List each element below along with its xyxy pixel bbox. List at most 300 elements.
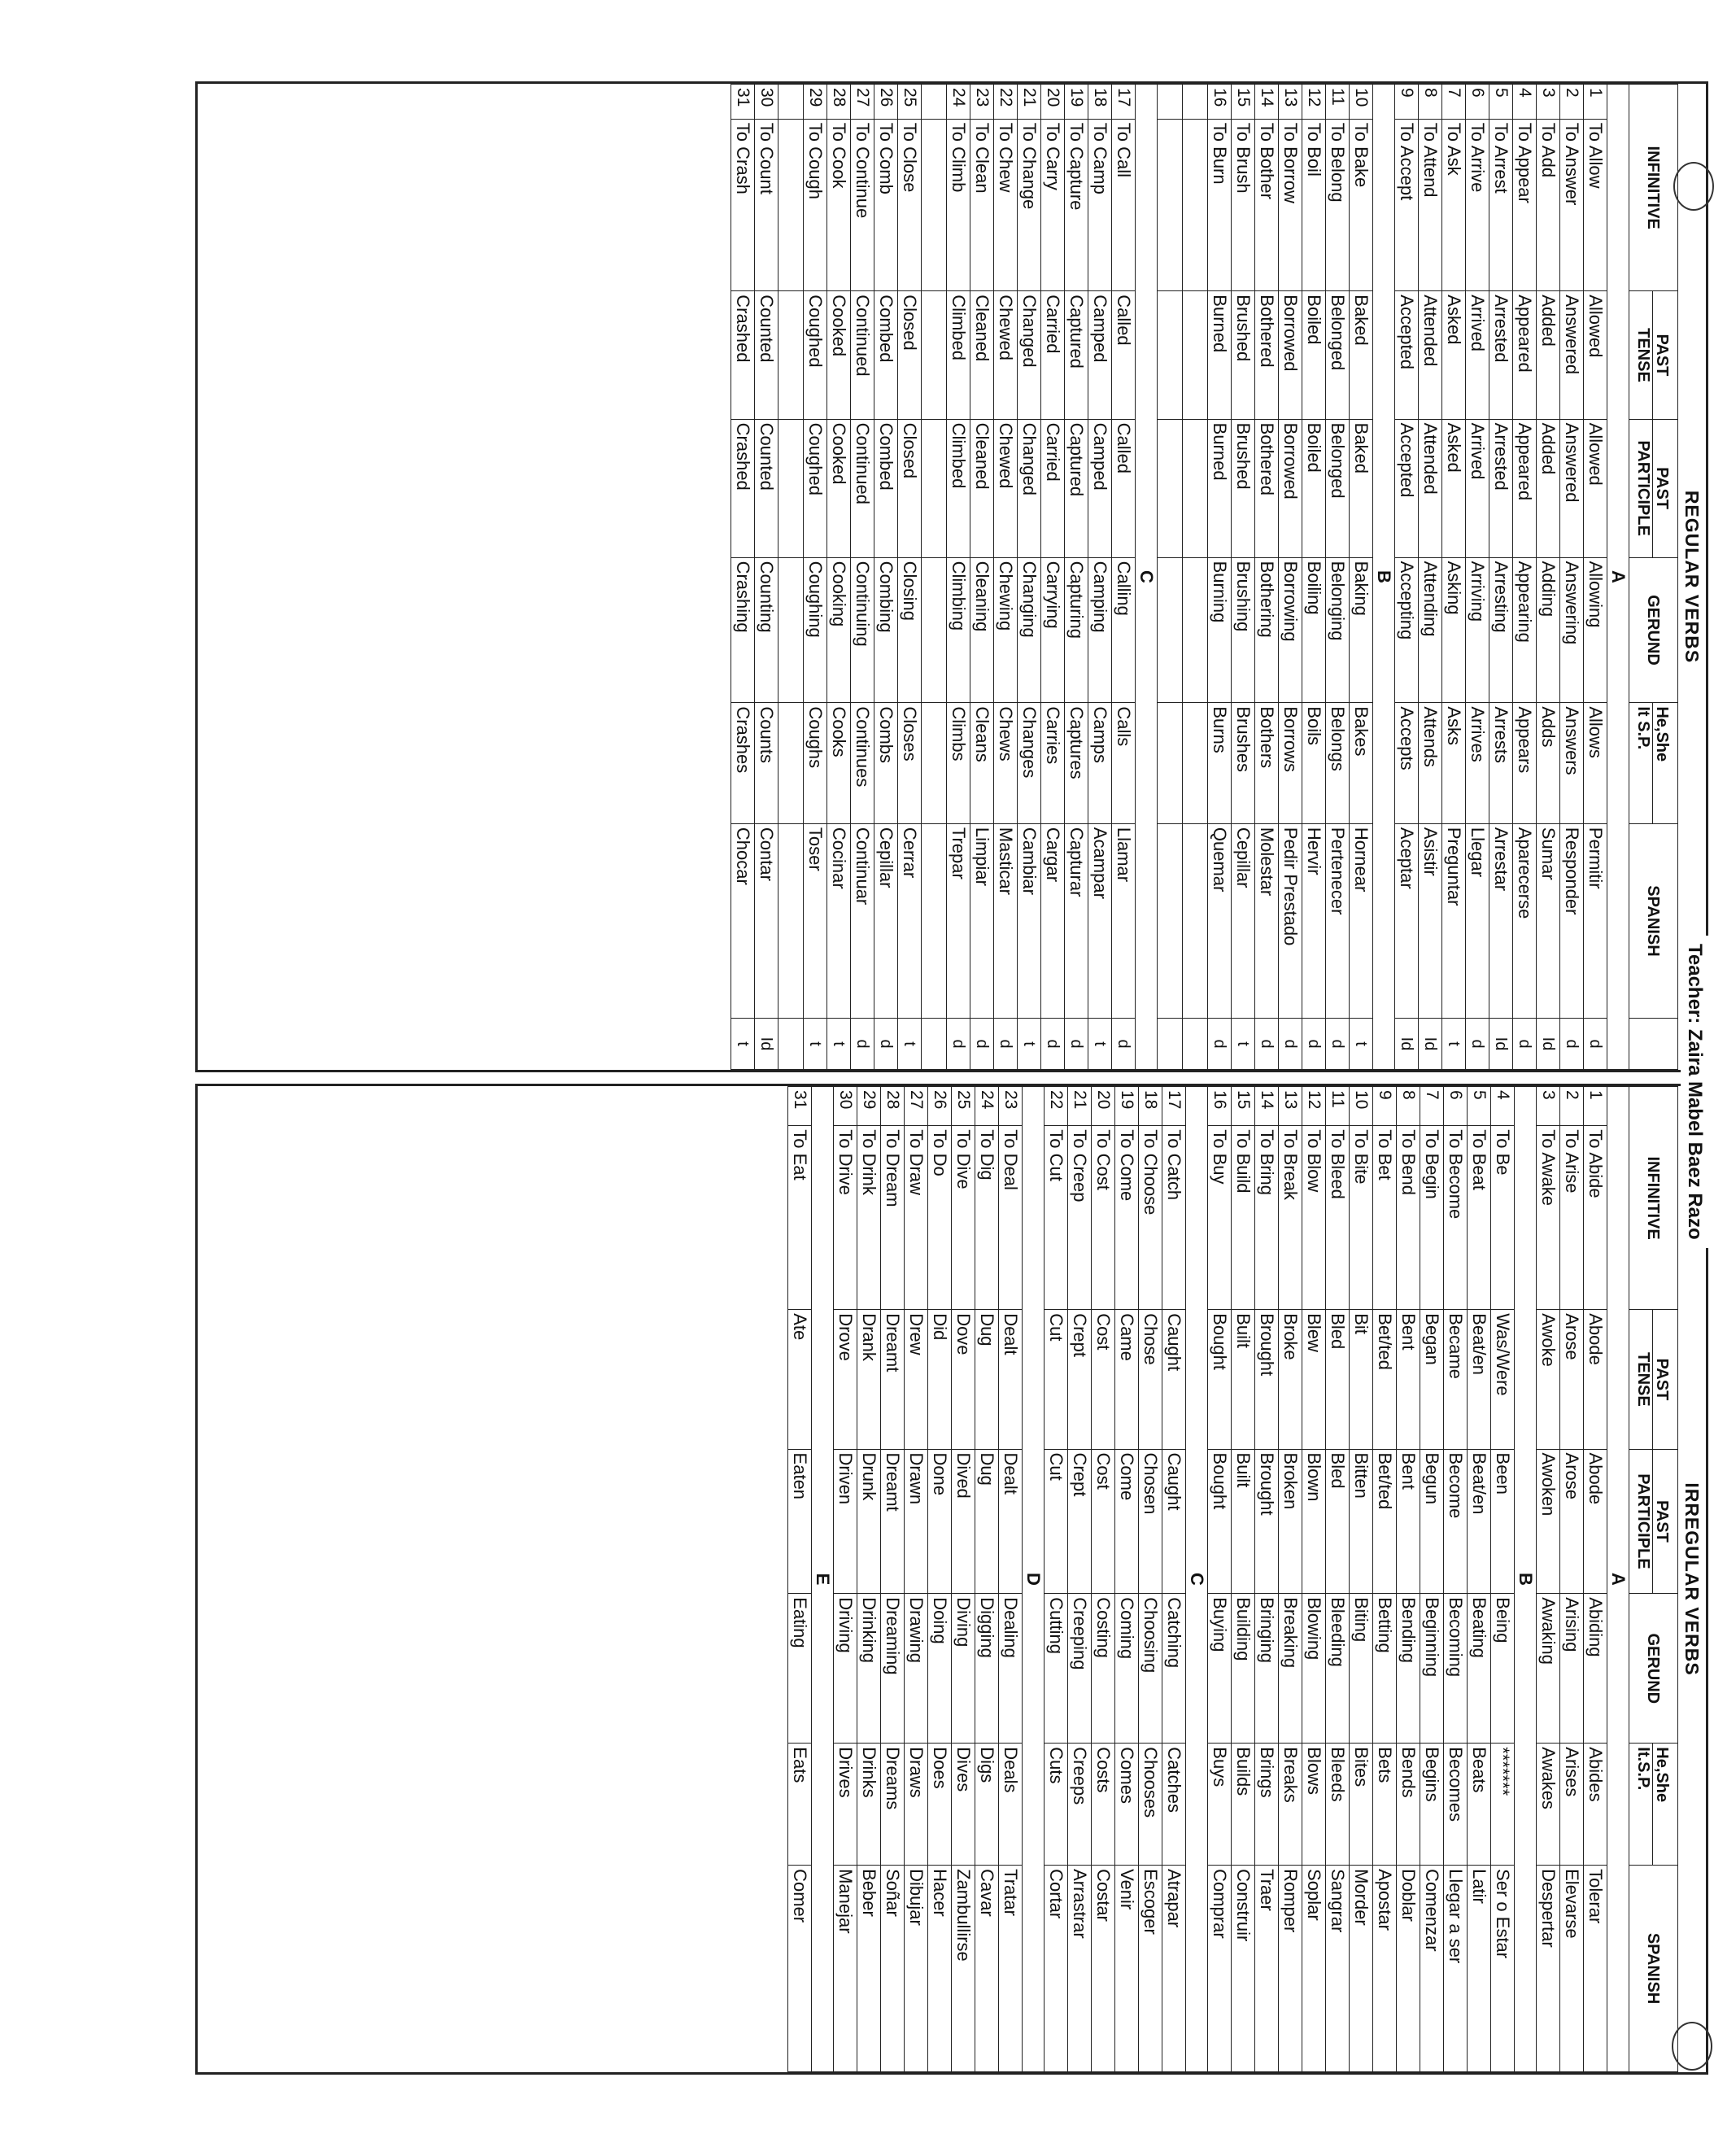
gerund-cell: Brushing (1232, 557, 1255, 703)
infinitive-cell: To Be (1491, 1126, 1515, 1310)
past-tense-cell: Bent (1397, 1310, 1420, 1449)
row-number: 18 (1088, 85, 1112, 120)
gerund-cell: Becoming (1444, 1594, 1468, 1744)
past-participle-cell: Crashed (731, 419, 755, 557)
past-participle-cell: Captured (1065, 419, 1088, 557)
table-row (1139, 1087, 1162, 2072)
table-row (827, 85, 851, 1070)
third-person-cell: Abides (1584, 1744, 1607, 1866)
infinitive-cell: To Cost (1092, 1126, 1115, 1310)
infinitive-cell: To Bring (1255, 1126, 1279, 1310)
table-row (1420, 1087, 1444, 2072)
infinitive-cell: To Bother (1255, 119, 1279, 291)
gerund-cell: Camping (1088, 557, 1112, 703)
past-participle-cell: Continued (851, 419, 874, 557)
third-person-cell: Belongs (1326, 703, 1350, 824)
infinitive-cell: To Become (1444, 1126, 1468, 1310)
row-number: 25 (898, 85, 922, 120)
past-tense-cell: Bit (1350, 1310, 1373, 1449)
row-number: 19 (1115, 1087, 1139, 1126)
spanish-cell: Llamar (1112, 823, 1136, 1018)
past-participle-cell: Attended (1419, 419, 1442, 557)
teacher-name: Teacher: Zaira Mabel Baez Razo (1681, 936, 1708, 1248)
third-person-cell: Beats (1468, 1744, 1491, 1866)
spanish-cell: Cambiar (1018, 823, 1041, 1018)
gerund-cell: Dreaming (881, 1594, 905, 1744)
past-tense-cell: Added (1537, 291, 1560, 419)
past-participle-cell: Blown (1302, 1449, 1326, 1594)
rotated-worksheet-page (195, 81, 1708, 2075)
infinitive-cell: To Do (928, 1126, 952, 1310)
row-number: 10 (1350, 85, 1373, 120)
row-number: 5 (1489, 85, 1513, 120)
table-row (1162, 1087, 1186, 2072)
row-number: 7 (1420, 1087, 1444, 1126)
empty-cell (922, 557, 947, 703)
table-row (1350, 1087, 1373, 2072)
ending-sound-cell: t (898, 1019, 922, 1070)
ending-sound-cell: d (947, 1019, 970, 1070)
past-tense-cell: Attended (1419, 291, 1442, 419)
empty-cell (1183, 419, 1208, 557)
infinitive-cell: To Eat (788, 1126, 812, 1310)
infinitive-cell: To Close (898, 119, 922, 291)
table-row (999, 1087, 1023, 2072)
table-row (1255, 85, 1279, 1070)
section-letter: A (1607, 85, 1629, 1070)
past-tense-cell: Awoke (1537, 1310, 1560, 1449)
ending-sound-cell: d (994, 1019, 1018, 1070)
infinitive-cell: To Begin (1420, 1126, 1444, 1310)
third-person-cell: Accepts (1395, 703, 1419, 824)
spanish-cell: Pedir Prestado (1279, 823, 1302, 1018)
gerund-cell: Accepting (1395, 557, 1419, 703)
row-number: 29 (804, 85, 827, 120)
spanish-cell: Dibujar (905, 1866, 928, 2072)
table-row (1279, 1087, 1302, 2072)
past-participle-cell: Changed (1018, 419, 1041, 557)
row-number: 7 (1442, 85, 1466, 120)
section-letter-row (1023, 1087, 1045, 2072)
past-tense-cell: Camped (1088, 291, 1112, 419)
table-row (1041, 85, 1065, 1070)
third-person-cell: Climbs (947, 703, 970, 824)
empty-cell (1158, 703, 1183, 824)
infinitive-cell: To Accept (1395, 119, 1419, 291)
infinitive-cell: To Break (1279, 1126, 1302, 1310)
past-tense-cell: Began (1420, 1310, 1444, 1449)
table-row (905, 1087, 928, 2072)
spanish-cell: Zambullirse (952, 1866, 975, 2072)
empty-cell (922, 1019, 947, 1070)
row-number: 27 (851, 85, 874, 120)
ending-sound-cell: d (1466, 1019, 1489, 1070)
table-row (1513, 85, 1537, 1070)
row-number: 3 (1537, 85, 1560, 120)
infinitive-cell: To Build (1232, 1126, 1255, 1310)
infinitive-cell: To Deal (999, 1126, 1023, 1310)
spanish-cell: Cortar (1045, 1866, 1068, 2072)
table-row (952, 1087, 975, 2072)
row-number: 23 (999, 1087, 1023, 1126)
gerund-cell: Coming (1115, 1594, 1139, 1744)
third-person-cell: Digs (975, 1744, 999, 1866)
table-row (1232, 1087, 1255, 2072)
empty-cell (1158, 419, 1183, 557)
table-row (1302, 1087, 1326, 2072)
spanish-cell: Cargar (1041, 823, 1065, 1018)
past-participle-cell: Dealt (999, 1449, 1023, 1594)
gerund-cell: Answering (1560, 557, 1584, 703)
infinitive-cell: To Bend (1397, 1126, 1420, 1310)
infinitive-cell: To Drive (834, 1126, 857, 1310)
ending-sound-cell: d (1112, 1019, 1136, 1070)
infinitive-cell: To Dig (975, 1126, 999, 1310)
empty-cell (922, 703, 947, 824)
past-participle-cell: Appeared (1513, 419, 1537, 557)
row-number: 1 (1584, 1087, 1607, 1126)
spanish-cell: Trepar (947, 823, 970, 1018)
empty-cell (1183, 85, 1208, 120)
third-person-cell: Continues (851, 703, 874, 824)
spanish-cell: Aceptar (1395, 823, 1419, 1018)
past-tense-cell: Boiled (1302, 291, 1326, 419)
third-person-cell: Attends (1419, 703, 1442, 824)
ending-sound-cell: d (1255, 1019, 1279, 1070)
infinitive-cell: To Camp (1088, 119, 1112, 291)
header-past-2: PAST (1653, 1449, 1678, 1594)
spanish-cell: Apostar (1373, 1866, 1397, 2072)
header-infinitive: INFINITIVE (1629, 1087, 1678, 1310)
spanish-cell: Cavar (975, 1866, 999, 2072)
row-number: 20 (1092, 1087, 1115, 1126)
gerund-cell: Drinking (857, 1594, 881, 1744)
empty-cell (922, 291, 947, 419)
stamp-circle-mark (1672, 2022, 1712, 2071)
row-number: 13 (1279, 85, 1302, 120)
gerund-cell: Baking (1350, 557, 1373, 703)
past-tense-cell: Belonged (1326, 291, 1350, 419)
empty-cell (778, 291, 804, 419)
empty-cell (778, 85, 804, 120)
gerund-cell: Bothering (1255, 557, 1279, 703)
gerund-cell: Costing (1092, 1594, 1115, 1744)
infinitive-cell: To Arise (1560, 1126, 1584, 1310)
infinitive-cell: To Climb (947, 119, 970, 291)
past-participle-cell: Belonged (1326, 419, 1350, 557)
table-header-row (1653, 85, 1678, 1070)
past-participle-cell: Added (1537, 419, 1560, 557)
spanish-cell: Arrastrar (1068, 1866, 1092, 2072)
gerund-cell: Beginning (1420, 1594, 1444, 1744)
table-row (1397, 1087, 1420, 2072)
past-tense-cell: Cost (1092, 1310, 1115, 1449)
third-person-cell: Bends (1397, 1744, 1420, 1866)
infinitive-cell: To Arrive (1466, 119, 1489, 291)
past-participle-cell: Awoken (1537, 1449, 1560, 1594)
spanish-cell: Masticar (994, 823, 1018, 1018)
header-gerund: GERUND (1629, 557, 1678, 703)
regular-verbs-panel (195, 81, 1708, 1072)
past-participle-cell: Eaten (788, 1449, 812, 1594)
third-person-cell: Coughs (804, 703, 827, 824)
third-person-cell: Catches (1162, 1744, 1186, 1866)
ending-sound-cell: d (1584, 1019, 1607, 1070)
past-tense-cell: Allowed (1584, 291, 1607, 419)
gerund-cell: Dealing (999, 1594, 1023, 1744)
section-letter-row (1136, 85, 1158, 1070)
ending-sound-cell: d (874, 1019, 898, 1070)
table-row (1088, 85, 1112, 1070)
row-number: 18 (1139, 1087, 1162, 1126)
spanish-cell: Latir (1468, 1866, 1491, 2072)
spanish-cell: Sangrar (1326, 1866, 1350, 2072)
gerund-cell: Breaking (1279, 1594, 1302, 1744)
gerund-cell: Closing (898, 557, 922, 703)
past-participle-cell: Asked (1442, 419, 1466, 557)
row-number: 21 (1068, 1087, 1092, 1126)
past-participle-cell: Bought (1208, 1449, 1232, 1594)
past-tense-cell: Climbed (947, 291, 970, 419)
table-row (731, 85, 755, 1070)
spanish-cell: Manejar (834, 1866, 857, 2072)
infinitive-cell: To Drink (857, 1126, 881, 1310)
gerund-cell: Continuing (851, 557, 874, 703)
past-tense-cell: Blew (1302, 1310, 1326, 1449)
empty-cell (1183, 119, 1208, 291)
third-person-cell: Blows (1302, 1744, 1326, 1866)
ending-sound-cell: d (1279, 1019, 1302, 1070)
row-number: 24 (975, 1087, 999, 1126)
third-person-cell: Counts (755, 703, 778, 824)
third-person-cell: Comes (1115, 1744, 1139, 1866)
infinitive-cell: To Borrow (1279, 119, 1302, 291)
spanish-cell: Pertenecer (1326, 823, 1350, 1018)
past-tense-cell: Coughed (804, 291, 827, 419)
empty-cell (922, 823, 947, 1018)
third-person-cell: Chews (994, 703, 1018, 824)
third-person-cell: Cleans (970, 703, 994, 824)
infinitive-cell: To Call (1112, 119, 1136, 291)
table-header-row (1653, 1087, 1678, 2072)
empty-cell (1158, 823, 1183, 1018)
header-infinitive: INFINITIVE (1629, 85, 1678, 291)
gerund-cell: Biting (1350, 1594, 1373, 1744)
infinitive-cell: To Boil (1302, 119, 1326, 291)
past-tense-cell: Chewed (994, 291, 1018, 419)
empty-cell (1183, 291, 1208, 419)
table-row (874, 85, 898, 1070)
gerund-cell: Being (1491, 1594, 1515, 1744)
row-number: 22 (1045, 1087, 1068, 1126)
past-participle-cell: Dug (975, 1449, 999, 1594)
past-participle-cell: Cut (1045, 1449, 1068, 1594)
infinitive-cell: To Answer (1560, 119, 1584, 291)
past-tense-cell: Crept (1068, 1310, 1092, 1449)
table-row (994, 85, 1018, 1070)
past-participle-cell: Drawn (905, 1449, 928, 1594)
empty-cell (1158, 1019, 1183, 1070)
third-person-cell: Combs (874, 703, 898, 824)
gerund-cell: Capturing (1065, 557, 1088, 703)
infinitive-cell: To Change (1018, 119, 1041, 291)
gerund-cell: Abiding (1584, 1594, 1607, 1744)
row-number: 13 (1279, 1087, 1302, 1126)
gerund-cell: Changing (1018, 557, 1041, 703)
gerund-cell: Burning (1208, 557, 1232, 703)
blank-row (922, 85, 947, 1070)
third-person-cell: Asks (1442, 703, 1466, 824)
infinitive-cell: To Awake (1537, 1126, 1560, 1310)
infinitive-cell: To Clean (970, 119, 994, 291)
spanish-cell: Aparecerse (1513, 823, 1537, 1018)
table-row (1092, 1087, 1115, 2072)
gerund-cell: Buying (1208, 1594, 1232, 1744)
ending-sound-cell: t (1442, 1019, 1466, 1070)
third-person-cell: ******* (1491, 1744, 1515, 1866)
third-person-cell: Brings (1255, 1744, 1279, 1866)
past-tense-cell: Dealt (999, 1310, 1023, 1449)
third-person-cell: Drinks (857, 1744, 881, 1866)
third-person-cell: Crashes (731, 703, 755, 824)
past-participle-cell: Bled (1326, 1449, 1350, 1594)
table-row (1395, 85, 1419, 1070)
third-person-cell: Cuts (1045, 1744, 1068, 1866)
ending-sound-cell: Id (755, 1019, 778, 1070)
past-tense-cell: Beat/en (1468, 1310, 1491, 1449)
past-participle-cell: Answered (1560, 419, 1584, 557)
gerund-cell: Carrying (1041, 557, 1065, 703)
third-person-cell: Chooses (1139, 1744, 1162, 1866)
third-person-cell: Borrows (1279, 703, 1302, 824)
row-number: 6 (1444, 1087, 1468, 1126)
past-participle-cell: Cleaned (970, 419, 994, 557)
spanish-cell: Doblar (1397, 1866, 1420, 2072)
gerund-cell: Driving (834, 1594, 857, 1744)
gerund-cell: Combing (874, 557, 898, 703)
infinitive-cell: To Attend (1419, 119, 1442, 291)
gerund-cell: Bringing (1255, 1594, 1279, 1744)
infinitive-cell: To Draw (905, 1126, 928, 1310)
past-participle-cell: Abode (1584, 1449, 1607, 1594)
past-participle-cell: Called (1112, 419, 1136, 557)
third-person-cell: Adds (1537, 703, 1560, 824)
ending-sound-cell: d (851, 1019, 874, 1070)
past-tense-cell: Brushed (1232, 291, 1255, 419)
past-participle-cell: Brushed (1232, 419, 1255, 557)
empty-cell (922, 119, 947, 291)
spanish-cell: Hornear (1350, 823, 1373, 1018)
row-number: 8 (1397, 1087, 1420, 1126)
past-participle-cell: Arose (1560, 1449, 1584, 1594)
past-tense-cell: Dove (952, 1310, 975, 1449)
past-tense-cell: Brought (1255, 1310, 1279, 1449)
infinitive-cell: To Crash (731, 119, 755, 291)
section-letter: B (1515, 1087, 1537, 2072)
past-participle-cell: Baked (1350, 419, 1373, 557)
third-person-cell: Costs (1092, 1744, 1115, 1866)
table-row (788, 1087, 812, 2072)
spanish-cell: Acampar (1088, 823, 1112, 1018)
gerund-cell: Borrowing (1279, 557, 1302, 703)
row-number: 17 (1112, 85, 1136, 120)
spanish-cell: Capturar (1065, 823, 1088, 1018)
spanish-cell: Cepillar (874, 823, 898, 1018)
spanish-cell: Continuar (851, 823, 874, 1018)
table-row (851, 85, 874, 1070)
infinitive-cell: To Blow (1302, 1126, 1326, 1310)
empty-cell (778, 119, 804, 291)
table-row (1468, 1087, 1491, 2072)
row-number: 31 (731, 85, 755, 120)
spanish-cell: Cepillar (1232, 823, 1255, 1018)
empty-cell (1158, 119, 1183, 291)
table-row (1466, 85, 1489, 1070)
infinitive-cell: To Count (755, 119, 778, 291)
section-letter-row (1607, 85, 1629, 1070)
third-person-cell: Camps (1088, 703, 1112, 824)
table-row (1326, 1087, 1350, 2072)
past-tense-cell: Ate (788, 1310, 812, 1449)
spanish-cell: Costar (1092, 1866, 1115, 2072)
spanish-cell: Soñar (881, 1866, 905, 2072)
past-tense-cell: Baked (1350, 291, 1373, 419)
ending-sound-cell: t (1088, 1019, 1112, 1070)
ending-sound-cell: Id (1537, 1019, 1560, 1070)
ending-sound-cell: d (1065, 1019, 1088, 1070)
gerund-cell: Awaking (1537, 1594, 1560, 1744)
past-participle-cell: Counted (755, 419, 778, 557)
row-number: 14 (1255, 85, 1279, 120)
gerund-cell: Betting (1373, 1594, 1397, 1744)
past-tense-cell: Cooked (827, 291, 851, 419)
past-tense-cell: Crashed (731, 291, 755, 419)
section-letter: E (812, 1087, 834, 2072)
infinitive-cell: To Abide (1584, 1126, 1607, 1310)
third-person-cell: Builds (1232, 1744, 1255, 1866)
table-row (1208, 85, 1232, 1070)
past-participle-cell: Bet/ted (1373, 1449, 1397, 1594)
spanish-cell: Quemar (1208, 823, 1232, 1018)
past-participle-cell: Caught (1162, 1449, 1186, 1594)
section-letter: C (1136, 85, 1158, 1070)
third-person-cell: Brushes (1232, 703, 1255, 824)
past-participle-cell: Camped (1088, 419, 1112, 557)
past-tense-cell: Cleaned (970, 291, 994, 419)
past-tense-cell: Continued (851, 291, 874, 419)
section-letter: C (1186, 1087, 1208, 2072)
past-tense-cell: Bled (1326, 1310, 1350, 1449)
past-participle-cell: Allowed (1584, 419, 1607, 557)
past-participle-cell: Carried (1041, 419, 1065, 557)
header-past-2: PAST (1653, 419, 1678, 557)
past-tense-cell: Counted (755, 291, 778, 419)
infinitive-cell: To Arrest (1489, 119, 1513, 291)
infinitive-cell: To Bleed (1326, 1126, 1350, 1310)
table-row (1302, 85, 1326, 1070)
ending-sound-cell: d (1208, 1019, 1232, 1070)
past-tense-cell: Bet/ted (1373, 1310, 1397, 1449)
past-participle-cell: Begun (1420, 1449, 1444, 1594)
header-tense: TENSE (1629, 291, 1653, 419)
row-number: 28 (881, 1087, 905, 1126)
ending-sound-cell: d (1513, 1019, 1537, 1070)
past-participle-cell: Boiled (1302, 419, 1326, 557)
gerund-cell: Building (1232, 1594, 1255, 1744)
empty-cell (778, 823, 804, 1018)
row-number: 19 (1065, 85, 1088, 120)
past-participle-cell: Brought (1255, 1449, 1279, 1594)
